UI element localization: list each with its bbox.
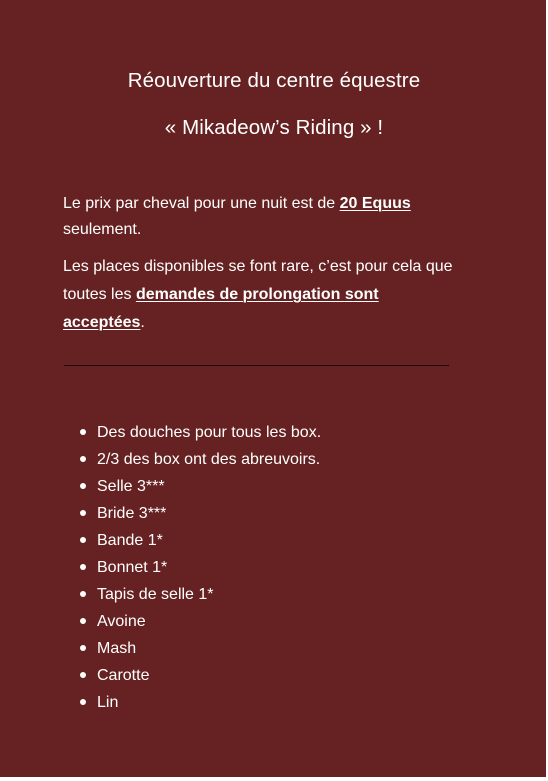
bullet-icon xyxy=(80,591,86,597)
bullet-icon xyxy=(80,456,86,462)
list-item-label: Bande 1* xyxy=(97,532,163,549)
bullet-icon xyxy=(80,699,86,705)
features-list xyxy=(0,419,321,716)
list-item-label: 2/3 des box ont des abreuvoirs. xyxy=(97,451,321,468)
list-item-label: Mash xyxy=(97,640,137,657)
price-highlight: 20 Equus xyxy=(339,195,411,212)
list-item xyxy=(0,608,321,635)
page-subtitle: « Mikadeow’s Riding » ! xyxy=(164,116,384,139)
price-paragraph xyxy=(63,191,493,243)
prolongation-highlight-part2: acceptées xyxy=(63,314,141,331)
bullet-icon xyxy=(80,510,86,516)
price-text-after: seulement. xyxy=(63,221,142,238)
availability-line2 xyxy=(63,282,493,308)
list-item-label: Des douches pour tous les box. xyxy=(97,424,322,441)
list-item-label: Selle 3*** xyxy=(97,478,165,495)
list-item xyxy=(0,581,321,608)
availability-line3 xyxy=(63,310,493,336)
list-item xyxy=(0,689,321,716)
bullet-icon xyxy=(80,645,86,651)
availability-line1: Les places disponibles se font rare, c’est pour cela que xyxy=(63,258,453,275)
list-item xyxy=(0,662,321,689)
price-text-before: Le prix par cheval pour une nuit est de xyxy=(63,195,340,212)
prolongation-highlight-part1: demandes de prolongation sont xyxy=(135,286,379,303)
list-item xyxy=(0,500,321,527)
page-title: Réouverture du centre équestre xyxy=(127,69,421,92)
list-item-label: Bride 3*** xyxy=(97,505,167,522)
availability-paragraph xyxy=(63,254,493,336)
list-item xyxy=(0,554,321,581)
list-item xyxy=(0,419,321,446)
list-item-label: Avoine xyxy=(97,613,146,630)
list-item xyxy=(0,635,321,662)
availability-text-after: . xyxy=(140,314,145,331)
bullet-icon xyxy=(80,429,86,435)
bullet-icon xyxy=(80,564,86,570)
list-item xyxy=(0,473,321,500)
list-item-label: Lin xyxy=(97,694,119,711)
list-item xyxy=(0,527,321,554)
horizontal-divider xyxy=(64,365,449,366)
bullet-icon xyxy=(80,672,86,678)
list-item-label: Carotte xyxy=(97,667,150,684)
list-item-label: Bonnet 1* xyxy=(97,559,168,576)
bullet-icon xyxy=(80,537,86,543)
bullet-icon xyxy=(80,618,86,624)
availability-text-before: toutes les xyxy=(63,286,136,303)
list-item-label: Tapis de selle 1* xyxy=(97,586,214,603)
list-item xyxy=(0,446,321,473)
bullet-icon xyxy=(80,483,86,489)
